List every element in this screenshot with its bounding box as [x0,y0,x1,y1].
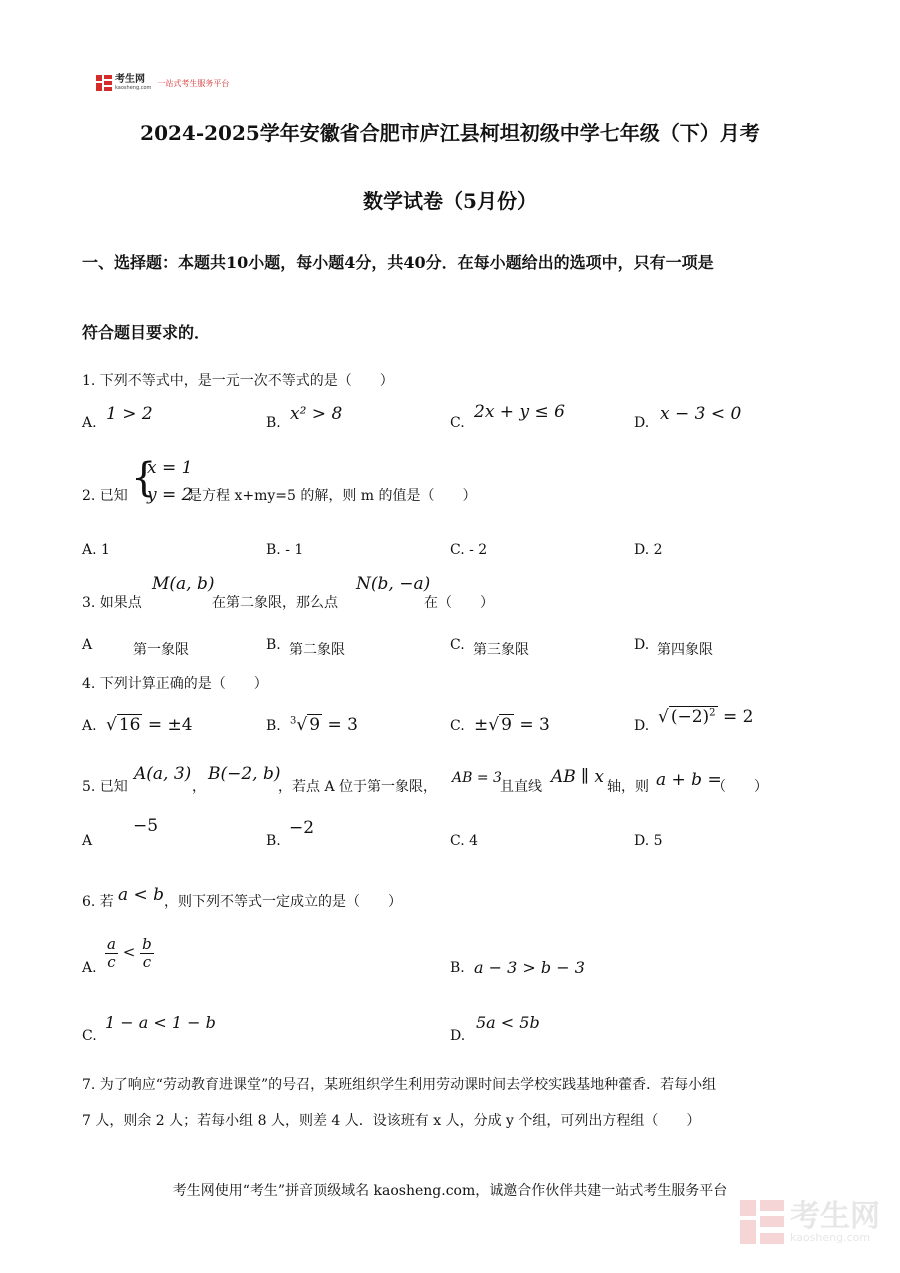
page-title-line2: 数学试卷（5月份） [363,189,537,213]
q5-ab: AB = 3 [452,770,502,786]
q6-option-a [105,936,154,970]
q2-option-b: B. - 1 [266,542,304,558]
q3-suffix: 在（ ） [424,595,494,611]
q5-option-b: −2 [289,818,315,838]
q5-point-a: A(a, 3) [134,764,192,784]
q2-option-d: D. 2 [634,542,663,558]
watermark-logo [740,1200,880,1244]
q5-option-b-label: B. [266,833,281,849]
watermark-domain: kaosheng.com [790,1230,871,1244]
brand-slogan: 一站式考生服务平台 [157,78,230,88]
q4-c-rest: = 3 [513,715,550,735]
q2-suffix: 是方程 x+my=5 的解，则 m 的值是（ ） [188,488,477,504]
q2-eq1: x = 1 [147,458,193,478]
q2-eq2: y = 2 [147,485,193,505]
q4-stem: 4. 下列计算正确的是（ ） [82,676,268,692]
q6-a-frac2 [140,936,154,970]
q5-option-d: D. 5 [634,833,663,849]
q2-option-a: A. 1 [82,542,110,558]
q6-option-a-label: A. [82,960,97,976]
q6-option-d: 5a < 5b [476,1013,540,1032]
q4-a-rest: = ±4 [142,715,193,735]
q4-option-a: √ 16 = ±4 [106,715,193,735]
q4-option-b-label: B. [266,718,281,734]
q4-d-base: (−2) [670,707,710,727]
q4-c-pm: ± [474,715,489,735]
q5-option-a-label: A [82,833,93,849]
q3-option-d: 第四象限 [657,642,713,658]
q3-point-n: N(b, −a) [356,574,431,594]
q6-option-d-label: D. [450,1028,466,1044]
q6-condition: a < b [118,885,165,905]
q6-a-n2: b [142,935,152,953]
q4-option-b: $^3$√ 9 = 3 [290,715,358,735]
q5-mid: ，若点 A 位于第一象限， [278,779,438,795]
q4-option-d: √ $(-2)^2 = 2$ [658,707,754,727]
section-heading-line2: 符合题目要求的． [82,323,211,342]
q5-suffix: 轴，则 [607,779,649,795]
q6-a-frac1 [105,936,118,970]
q6-a-d2: c [142,952,152,971]
q6-suffix: ，则下列不等式一定成立的是（ ） [164,894,402,910]
q6-option-b-label: B. [450,960,465,976]
brand-domain: kaosheng.com [115,85,152,91]
q2-system-brace: { [131,455,157,501]
q4-option-d-label: D. [634,718,650,734]
watermark-name: 考生网 [790,1198,880,1234]
q5-option-a: −5 [133,816,159,836]
q2-option-c: C. - 2 [450,542,488,558]
section-heading-line1: 一、选择题：本题共10小题，每小题4分，共40分．在每小题给出的选项中，只有一项是 [82,253,714,272]
q5-comma: ， [192,779,206,795]
q1-option-d-label: D. [634,415,650,431]
brand-name: 考生网 [115,74,145,85]
q4-option-a-label: A. [82,718,97,734]
q1-stem: 1. 下列不等式中，是一元一次不等式的是（ ） [82,373,394,389]
q4-b-index: 3 [290,715,297,727]
q3-option-c-label: C. [450,637,465,653]
q5-option-c: C. 4 [450,833,479,849]
logo-icon [96,75,112,91]
q6-option-b: a − 3 > b − 3 [474,958,585,977]
q3-option-a: 第一象限 [133,642,189,658]
q6-prefix: 6. 若 [82,894,114,910]
q6-option-c-label: C. [82,1028,97,1044]
q5-point-b: B(−2, b) [208,764,281,784]
q3-option-b: 第二象限 [289,642,345,658]
q6-a-d1: c [107,952,116,971]
q5-expr: a + b = [656,770,722,790]
q2-prefix: 2. 已知 [82,488,128,504]
footer-text: 考生网使用“考生”拼音顶级域名 kaosheng.com，诚邀合作伙伴共建一站式考生服务平台 [172,1183,728,1199]
q6-a-op: < [122,943,136,961]
q4-d-rest: = 2 [717,707,754,727]
q5-mid2: 且直线 [500,779,542,795]
q5-parallel: AB ∥ x [551,767,605,787]
q6-option-c: 1 − a < 1 − b [105,1013,216,1032]
q4-d-radicand [669,706,718,727]
q7-line2: 7 人，则余 2 人；若每小组 8 人，则差 4 人．设该班有 x 人，分成 y 个组，可列出方程组（ ） [82,1113,701,1129]
q4-a-radicand: 16 [118,715,141,735]
q3-mid: 在第二象限，那么点 [212,595,338,611]
page-title-line1: 2024-2025学年安徽省合肥市庐江县柯坦初级中学七年级（下）月考 [140,121,760,145]
brand-logo [96,72,229,94]
q7-line1: 7. 为了响应“劳动教育进课堂”的号召，某班组织学生利用劳动课时间去学校实践基地种藿香．若每小组 [82,1077,717,1093]
q1-option-b: x² > 8 [290,404,343,424]
q3-option-c: 第三象限 [473,642,529,658]
q4-option-c: ±√ 9 = 3 [474,715,550,735]
q1-option-a-label: A. [82,415,97,431]
q1-option-c-label: C. [450,415,465,431]
q4-b-rest: = 3 [322,715,358,735]
q4-d-exp: 2 [709,707,716,719]
q3-point-m: M(a, b) [152,574,215,594]
q5-prefix: 5. 已知 [82,779,128,795]
q1-option-d: x − 3 < 0 [660,404,742,424]
q3-option-d-label: D. [634,637,650,653]
watermark-icon [740,1200,784,1244]
q4-c-radicand: 9 [501,715,512,735]
q3-option-a-label: A [82,637,93,653]
q1-option-c: 2x + y ≤ 6 [474,402,565,422]
q3-option-b-label: B. [266,637,281,653]
q1-option-b-label: B. [266,415,281,431]
q3-prefix: 3. 如果点 [82,595,142,611]
q1-option-a: 1 > 2 [106,404,153,424]
q4-option-c-label: C. [450,718,465,734]
q4-b-radicand: 9 [309,715,321,735]
q5-end: （ ） [712,779,768,795]
q6-a-n1: a [107,935,116,953]
